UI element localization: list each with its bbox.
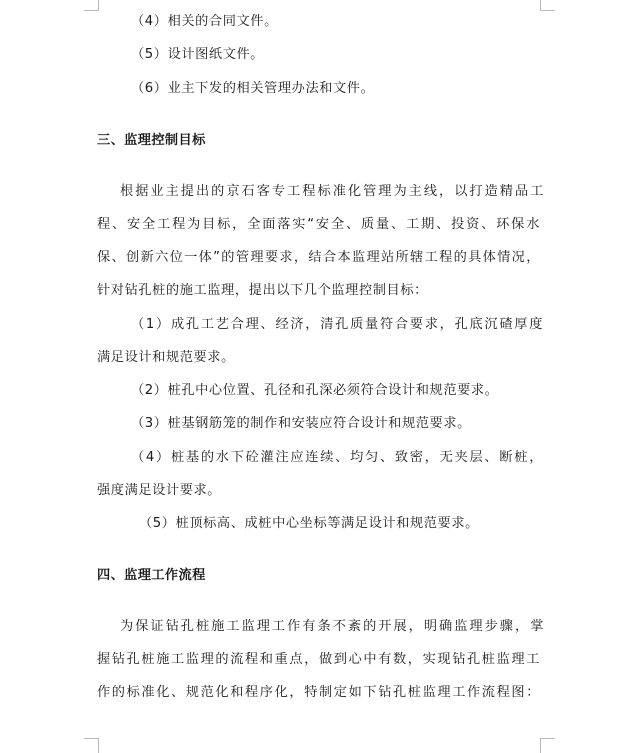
list-item-owner-regulations: （6）业主下发的相关管理办法和文件。	[131, 81, 375, 96]
goal-item-1-continued: 满足设计和规范要求。	[97, 350, 235, 365]
paragraph-line: 针对钻孔桩的施工监理，提出以下几个监理控制目标：	[97, 283, 428, 298]
paragraph-line: 作的标准化、规范化和程序化，特制定如下钻孔桩监理工作流程图：	[97, 685, 540, 700]
goal-item-1: （1）成孔工艺合理、经济，清孔质量符合要求，孔底沉碴厚度	[131, 317, 543, 332]
list-item-contract-files: （4）相关的合同文件。	[131, 14, 278, 29]
page-corner-mark-top-right	[540, 0, 555, 11]
goal-item-4-continued: 强度满足设计要求。	[97, 483, 222, 498]
list-item-design-drawings: （5）设计图纸文件。	[131, 47, 265, 62]
paragraph-line: 根据业主提出的京石客专工程标准化管理为主线，以打造精品工	[120, 184, 544, 199]
paragraph-line: 握钻孔桩施工监理的流程和重点，做到心中有数，实现钻孔桩监理工	[97, 652, 540, 667]
goal-item-5: （5）桩顶标高、成桩中心坐标等满足设计和规范要求。	[139, 516, 479, 531]
paragraph-line: 保、创新六位一体”的管理要求，结合本监理站所辖工程的具体情况，	[97, 250, 540, 265]
section-heading-supervision-goals: 三、监理控制目标	[97, 133, 206, 148]
section-heading-workflow: 四、监理工作流程	[97, 568, 206, 583]
goal-item-4: （4）桩基的水下砼灌注应连续、均匀、致密，无夹层、断桩，	[131, 450, 543, 465]
paragraph-line: 程、安全工程为目标，全面落实“安全、质量、工期、投资、环保水	[97, 217, 540, 232]
goal-item-2: （2）桩孔中心位置、孔径和孔深必须符合设计和规范要求。	[131, 383, 499, 398]
paragraph-line: 为保证钻孔桩施工监理工作有条不紊的开展，明确监理步骤，掌	[120, 619, 544, 634]
page-corner-mark-top-left	[84, 0, 99, 11]
goal-item-3: （3）桩基钢筋笼的制作和安装应符合设计和规范要求。	[131, 416, 471, 431]
